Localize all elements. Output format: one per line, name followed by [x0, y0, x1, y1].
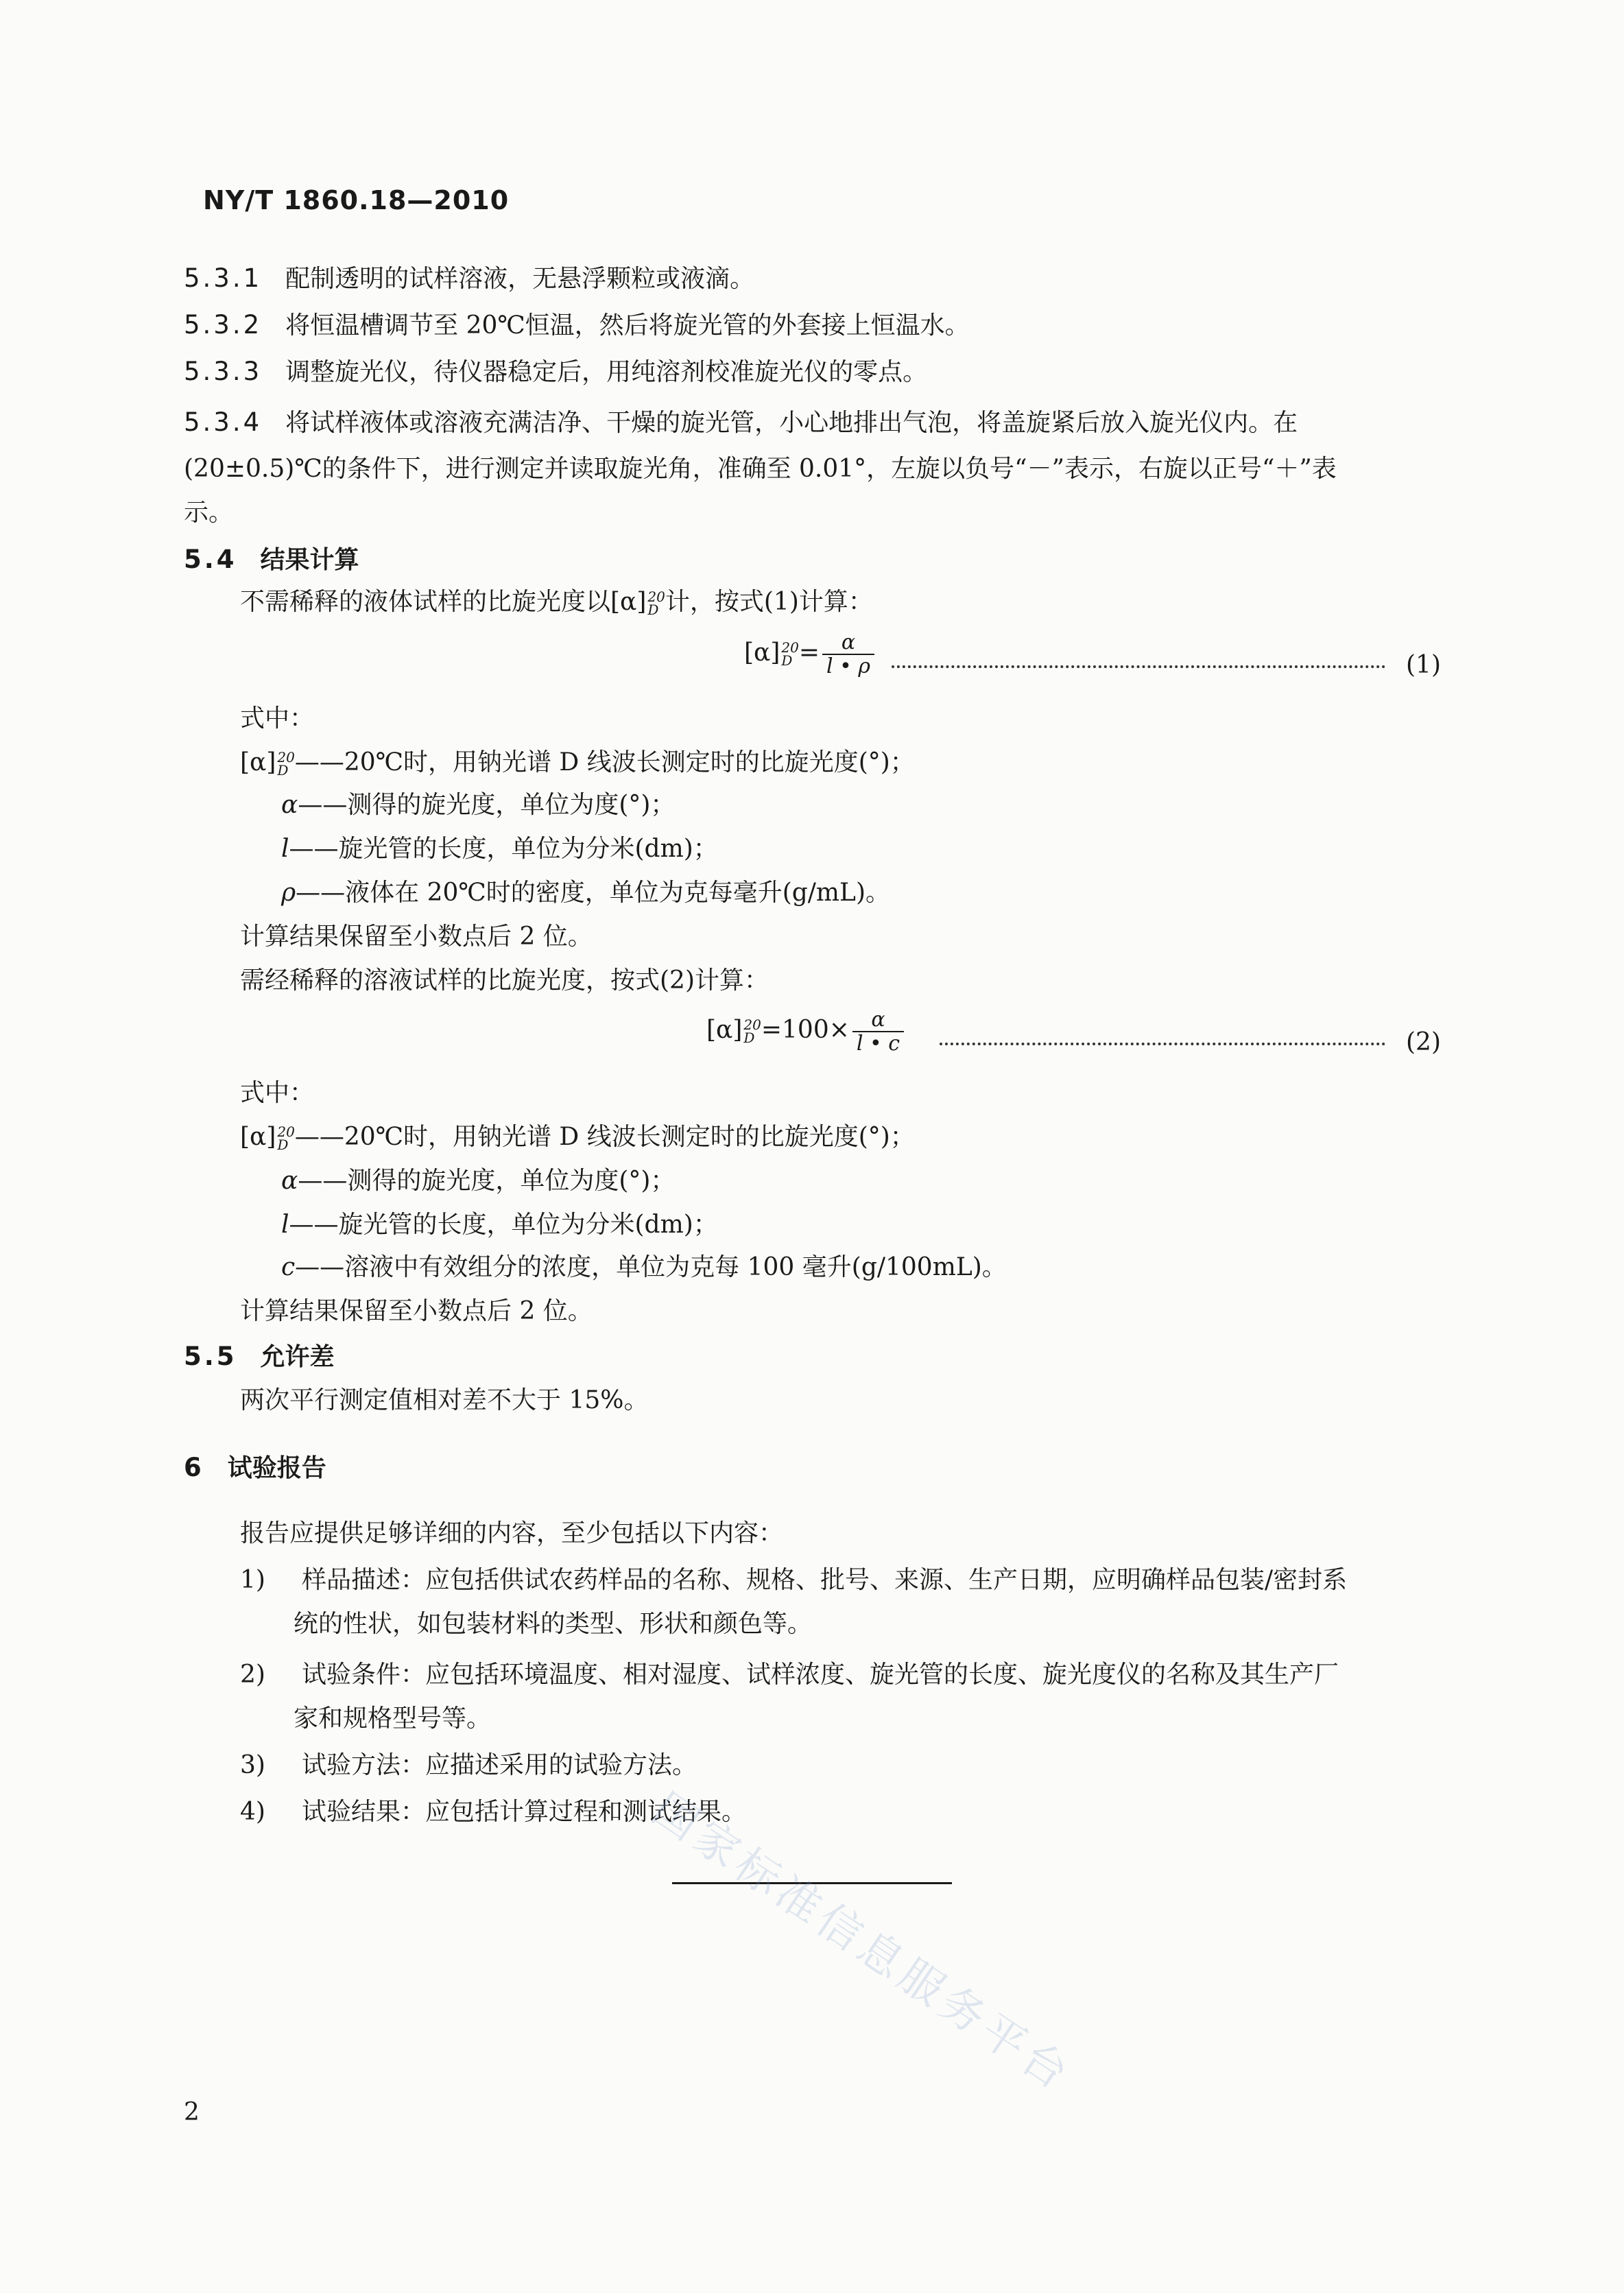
page-number: 2 — [184, 2098, 200, 2126]
definition-text: ——溶液中有效组分的浓度，单位为克每 100 毫升(g/100mL)。 — [295, 1253, 1007, 1281]
fraction — [822, 631, 874, 678]
definition-text: ——旋光管的长度，单位为分米(dm)； — [289, 1211, 718, 1239]
tolerance-text: 两次平行测定值相对差不大于 15%。 — [240, 1386, 649, 1414]
symbol: α — [281, 791, 298, 819]
sup-sub: 20 D — [781, 639, 799, 669]
report-item-1-continued: 统的性状，如包装材料的类型、形状和颜色等。 — [294, 1610, 813, 1638]
definition-text: ——20℃时，用钠光谱 D 线波长测定时的比旋光度(°)； — [294, 748, 915, 776]
item-text: 试验结果：应包括计算过程和测试结果。 — [302, 1798, 747, 1826]
symbol: α — [281, 1167, 298, 1195]
item-text: 试验方法：应描述采用的试验方法。 — [302, 1751, 697, 1779]
report-item-2-continued: 家和规格型号等。 — [294, 1704, 492, 1733]
equation-number: (2) — [1406, 1028, 1441, 1056]
where-label: 式中： — [240, 704, 315, 733]
definition-alpha — [281, 1166, 675, 1196]
item-text: 试验条件：应包括环境温度、相对湿度、试样浓度、旋光管的长度、旋光度仪的名称及其生产厂 — [302, 1661, 1339, 1689]
item-number: 1) — [240, 1566, 265, 1594]
step-5-3-3 — [184, 357, 927, 387]
definition-l — [281, 1210, 718, 1239]
intro-text: 不需稀释的液体试样的比旋光度以 — [240, 588, 611, 616]
rounding-note-2: 计算结果保留至小数点后 2 位。 — [240, 1297, 593, 1325]
symbol: ρ — [281, 879, 296, 907]
section-number: 5.4 — [184, 545, 237, 574]
numerator: α — [822, 631, 874, 655]
step-5-3-4-continued: (20±0.5)℃的条件下，进行测定并读取旋光角，准确至 0.01°，左旋以负号“－”表示，右旋以正号“＋”表 — [184, 455, 1337, 483]
specific-rotation-symbol: [α] — [610, 588, 647, 616]
step-number: 5.3.4 — [184, 407, 263, 437]
denominator: l • c — [856, 1032, 900, 1056]
report-item-3 — [240, 1750, 697, 1780]
section-5-4-heading — [184, 545, 359, 575]
watermark: 国家标准信息服务平台 — [643, 1783, 1082, 2102]
specific-rotation-symbol: [α] — [706, 1016, 743, 1044]
section-title: 试验报告 — [227, 1454, 326, 1482]
step-5-3-4-continued-2: 示。 — [184, 499, 234, 527]
section-5-5-heading — [184, 1342, 335, 1372]
paragraph-intro-1 — [240, 587, 873, 617]
step-text: 调整旋光仪，待仪器稳定后，用纯溶剂校准旋光仪的零点。 — [285, 358, 928, 386]
sup-sub: 20 D — [647, 589, 665, 618]
step-text: 将恒温槽调节至 20℃恒温，然后将旋光管的外套接上恒温水。 — [285, 311, 970, 340]
leader-dots — [940, 1043, 1385, 1045]
definition-text: ——液体在 20℃时的密度，单位为克每毫升(g/mL)。 — [296, 879, 891, 907]
definition-specific-rotation — [240, 1122, 915, 1152]
symbol: c — [281, 1253, 296, 1281]
equals-sign: = — [798, 639, 820, 667]
numerator: α — [852, 1008, 904, 1032]
equation-2 — [706, 1008, 907, 1055]
where-label: 式中： — [240, 1079, 315, 1107]
step-text: 配制透明的试样溶液，无悬浮颗粒或液滴。 — [285, 265, 755, 293]
symbol: l — [281, 835, 289, 863]
leader-dots — [892, 665, 1385, 668]
definition-c — [281, 1252, 1007, 1282]
report-item-1 — [240, 1565, 1347, 1595]
report-intro: 报告应提供足够详细的内容，至少包括以下内容： — [240, 1519, 784, 1547]
sup-sub: 20 D — [277, 1124, 295, 1153]
definition-text: ——旋光管的长度，单位为分米(dm)； — [289, 835, 718, 863]
sup-sub: 20 D — [743, 1017, 761, 1046]
specific-rotation-symbol: [α] — [744, 639, 780, 667]
definition-text: ——20℃时，用钠光谱 D 线波长测定时的比旋光度(°)； — [294, 1123, 915, 1151]
definition-rho — [281, 878, 890, 907]
step-number: 5.3.1 — [184, 263, 263, 293]
step-number: 5.3.2 — [184, 310, 263, 340]
denominator: l • ρ — [826, 654, 871, 678]
intro-text: 计，按式(1)计算： — [665, 588, 873, 616]
step-text: 将试样液体或溶液充满洁净、干燥的旋光管，小心地排出气泡，将盖旋紧后放入旋光仪内。在 — [285, 409, 1298, 437]
equals-sign: =100× — [761, 1016, 850, 1044]
step-5-3-4 — [184, 407, 1298, 438]
section-title: 结果计算 — [260, 546, 359, 574]
section-title: 允许差 — [260, 1343, 335, 1371]
definition-text: ——测得的旋光度，单位为度(°)； — [298, 791, 676, 819]
section-number: 5.5 — [184, 1342, 237, 1371]
definition-alpha — [281, 790, 675, 820]
item-number: 4) — [240, 1798, 265, 1826]
document-code: NY/T 1860.18—2010 — [203, 185, 510, 215]
step-5-3-2 — [184, 310, 970, 340]
paragraph-intro-2: 需经稀释的溶液试样的比旋光度，按式(2)计算： — [240, 966, 769, 995]
rounding-note-1: 计算结果保留至小数点后 2 位。 — [240, 923, 593, 951]
step-5-3-1 — [184, 263, 754, 294]
section-number: 6 — [184, 1453, 204, 1482]
specific-rotation-symbol: [α] — [240, 748, 276, 776]
report-item-2 — [240, 1660, 1339, 1689]
specific-rotation-symbol: [α] — [240, 1123, 276, 1151]
definition-specific-rotation — [240, 748, 915, 777]
item-number: 2) — [240, 1661, 265, 1689]
item-number: 3) — [240, 1751, 265, 1779]
step-number: 5.3.3 — [184, 357, 263, 386]
definition-l — [281, 834, 718, 864]
item-text: 样品描述：应包括供试农药样品的名称、规格、批号、来源、生产日期，应明确样品包装/密封系 — [302, 1566, 1348, 1594]
sup-sub: 20 D — [277, 749, 295, 779]
equation-1 — [744, 631, 877, 678]
fraction — [852, 1008, 904, 1055]
definition-text: ——测得的旋光度，单位为度(°)； — [298, 1167, 676, 1195]
section-6-heading — [184, 1453, 326, 1483]
symbol: l — [281, 1211, 289, 1239]
equation-number: (1) — [1406, 651, 1441, 679]
